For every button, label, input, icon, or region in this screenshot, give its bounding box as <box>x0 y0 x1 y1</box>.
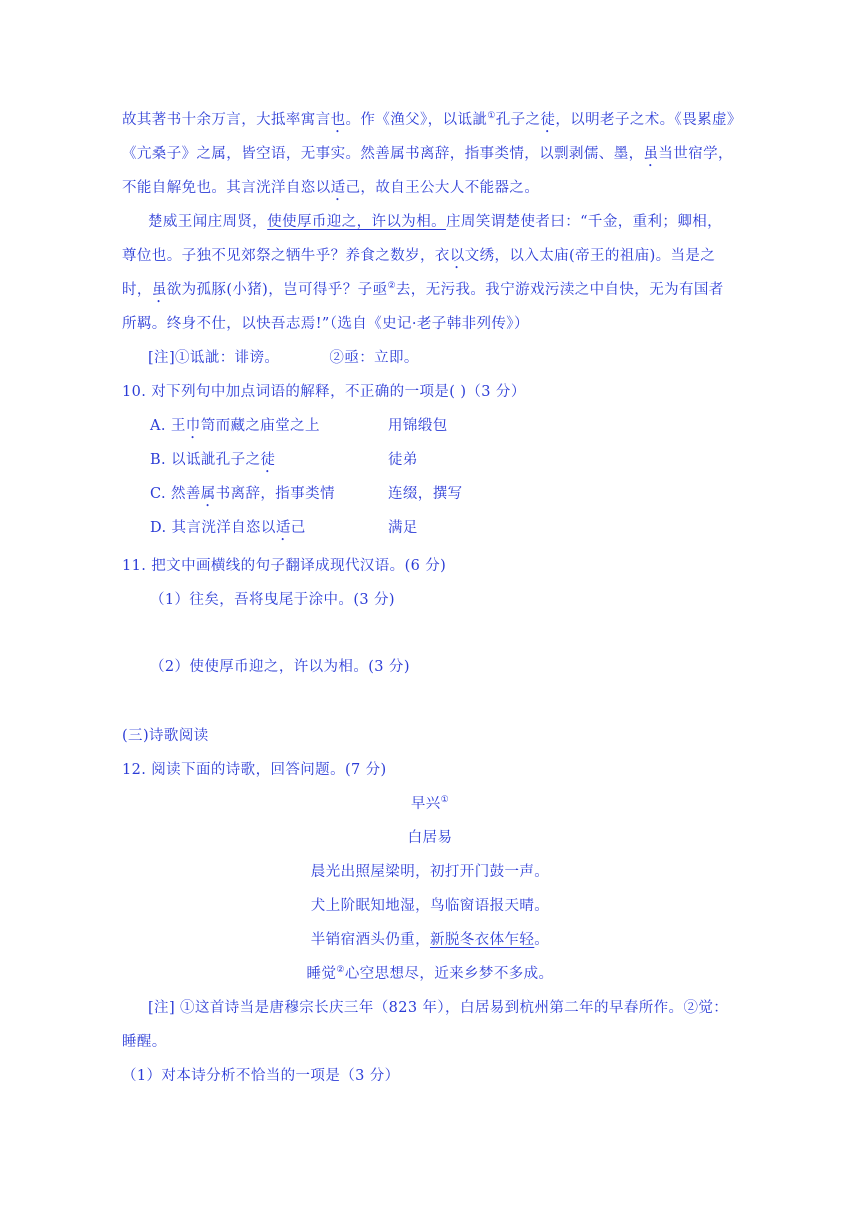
passage-line <box>122 178 742 204</box>
question-10-option-b <box>150 450 770 476</box>
poem-line-1 <box>0 862 860 882</box>
text: 睡觉 <box>306 966 337 982</box>
passage-line <box>122 280 742 306</box>
passage-line <box>122 246 742 272</box>
text: 己 <box>290 520 306 536</box>
dotted-word: 虽 <box>643 146 659 162</box>
text: （1）往矣，吾将曳尾于涂中。(3 分) <box>150 592 395 608</box>
poem-note <box>148 998 748 1018</box>
text: D. 其言洸洋自恣以 <box>150 520 276 536</box>
footnote-mark: ① <box>440 795 450 805</box>
text: （2）使使厚币迎之，许以为相。(3 分) <box>150 659 410 675</box>
text: ，以明老子之术。《畏累虚》 <box>555 112 742 128</box>
text: 庄周笑谓楚使者曰：“千金，重利；卿相， <box>446 214 723 230</box>
footnote-mark: ② <box>336 965 345 975</box>
footnote-mark: ② <box>387 281 396 291</box>
dotted-word: 徒 <box>540 112 556 128</box>
text: 11. 把文中画横线的句子翻译成现代汉语。(6 分) <box>122 558 447 574</box>
text: 楚威王闻庄周贤， <box>148 214 268 230</box>
dotted-word: 虽 <box>151 282 167 298</box>
text: 白居易 <box>407 830 453 846</box>
poem-author <box>0 828 860 848</box>
poem-line-3 <box>0 930 860 950</box>
text: 《亢桑子》之属，皆空语，无事实。然善属书离辞，指事类情，以剽剥儒、墨， <box>122 146 644 162</box>
question-12-stem <box>122 760 742 780</box>
footnote-mark: ① <box>487 111 496 121</box>
text: 12. 阅读下面的诗歌，回答问题。(7 分) <box>122 762 387 778</box>
text: 所羁。终身不仕，以快吾志焉!”（选自《史记·老子韩非列传》） <box>122 316 529 332</box>
text: A. 王 <box>150 418 186 434</box>
passage-line <box>122 144 742 170</box>
passage-line <box>122 314 742 334</box>
dotted-word: 巾 <box>185 418 201 434</box>
question-10-option-a <box>150 416 770 442</box>
section-3-title <box>122 726 742 746</box>
poem-title <box>0 794 860 814</box>
question-10-option-c <box>150 484 770 510</box>
text: 尊位也。子独不见郊祭之牺牛乎？养食之数岁，衣 <box>122 248 450 264</box>
text: [注]①诋訿：诽谤。 ②亟：立即。 <box>148 350 419 366</box>
text: C. 然善 <box>150 486 201 502</box>
text: 笥而藏之庙堂之上 <box>200 418 320 434</box>
text: 半销宿酒头仍重， <box>310 932 430 948</box>
text: 睡醒。 <box>122 1034 167 1050</box>
text: 。 <box>534 932 550 948</box>
question-10-option-d <box>150 518 770 544</box>
text: 10. 对下列句中加点词语的解释，不正确的一项是( )（3 分） <box>122 384 526 400</box>
passage-line <box>148 212 768 232</box>
poem-line-2 <box>0 896 860 916</box>
option-gloss: 徒弟 <box>388 452 418 468</box>
text: 故其著书十余万言，大抵率寓言 <box>122 112 331 128</box>
text: 心空思想尽，近来乡梦不多成。 <box>344 966 554 982</box>
underlined-phrase: 新脱冬衣体乍轻 <box>429 932 535 948</box>
text: 时， <box>122 282 152 298</box>
underlined-sentence: 使使厚币迎之，许以为相。 <box>267 214 447 230</box>
text: 己，故自王公大人不能器之。 <box>345 180 540 196</box>
poem-line-4 <box>0 964 860 984</box>
question-11-sub-1 <box>150 590 770 610</box>
text: 文绣，以入太庙(帝王的祖庙)。当是之 <box>464 248 716 264</box>
option-gloss: 用锦缎包 <box>388 418 448 434</box>
poem-note-cont <box>122 1032 742 1052</box>
text: 欲为孤豚(小猪)，岂可得乎？子亟 <box>166 282 388 298</box>
text: 不能自解免也。其言洸洋自恣以 <box>122 180 331 196</box>
option-gloss: 满足 <box>388 520 418 536</box>
question-11-sub-2 <box>150 657 770 677</box>
question-10-stem <box>122 382 742 402</box>
text: 晨光出照屋梁明，初打开门鼓一声。 <box>310 864 550 880</box>
question-12-sub-1 <box>122 1066 742 1086</box>
text: 犬上阶眠知地湿，鸟临窗语报天晴。 <box>310 898 550 914</box>
text: 。作《渔父》，以诋訿 <box>345 112 488 128</box>
text: 当世宿学， <box>658 146 733 162</box>
text: 去，无污我。我宁游戏污渎之中自快，无为有国者 <box>395 282 724 298</box>
text: (三)诗歌阅读 <box>122 728 209 744</box>
text: （1）对本诗分析不恰当的一项是（3 分） <box>122 1068 400 1084</box>
text: 早兴 <box>410 796 441 812</box>
dotted-word: 以 <box>449 248 465 264</box>
dotted-word: 也 <box>330 112 346 128</box>
passage-note <box>148 348 768 368</box>
text: [注] ①这首诗当是唐穆宗长庆三年（823 年），白居易到杭州第二年的早春所作。②觉： <box>148 1000 729 1016</box>
question-11-stem <box>122 556 742 576</box>
text: 孔子之 <box>495 112 541 128</box>
dotted-word: 徒 <box>260 452 276 468</box>
passage-line <box>122 110 742 136</box>
dotted-word: 适 <box>275 520 291 536</box>
dotted-word: 适 <box>330 180 346 196</box>
text: B. 以诋訿孔子之 <box>150 452 261 468</box>
dotted-word: 属 <box>200 486 216 502</box>
text: 书离辞，指事类情 <box>215 486 335 502</box>
option-gloss: 连缀，撰写 <box>388 486 463 502</box>
